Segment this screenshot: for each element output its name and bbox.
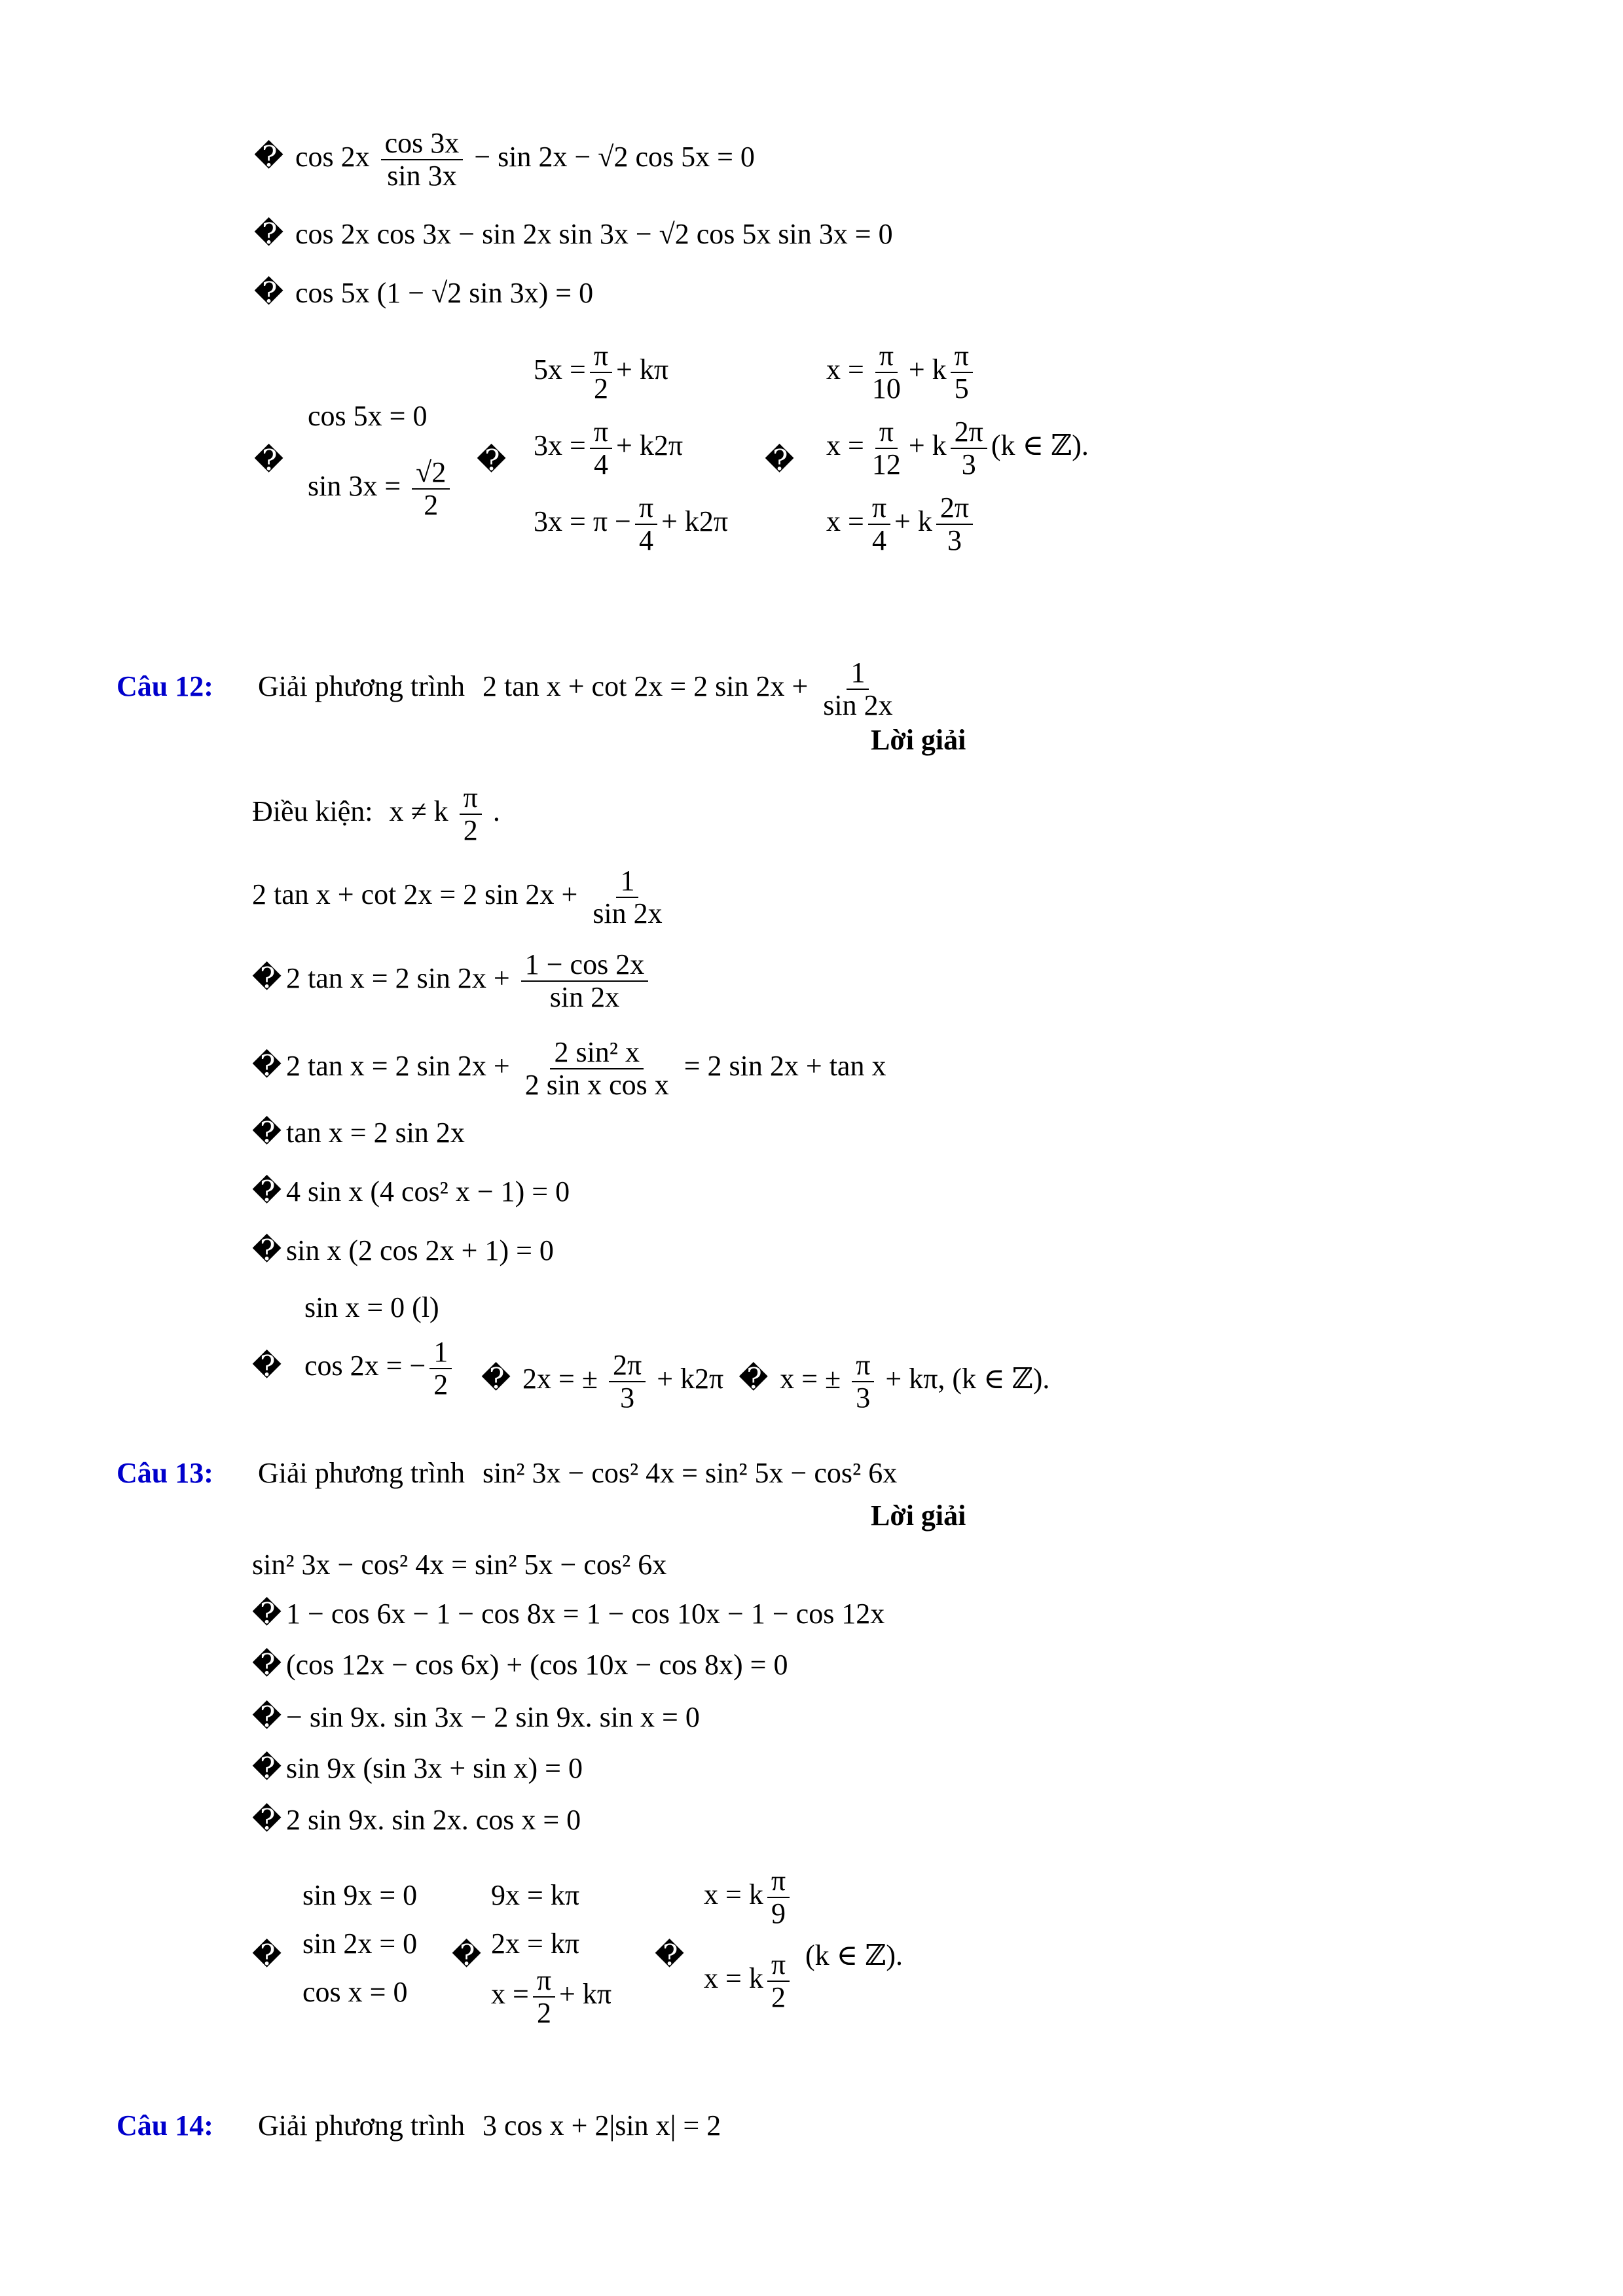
b11-system-col-3: x = $\frac{\pi}{10}$ + k $\frac{\pi}{5}$ x = $\frac{\pi}{12}$ + k $\frac{2\pi}{3}$ (k ∈ ℤ). x = $\frac{\pi}{4}$ + k $\frac{2\pi}{3}$ [826,340,1089,556]
equiv-symbol: � [254,277,284,309]
question-label: Câu 13: [117,1457,213,1489]
solution-heading: Lời giải [871,1499,966,1532]
q13-system-equiv-3: � [655,1939,685,1971]
b11-system-col-2: 5x = $\frac{\pi}{2}$ + kπ 3x = $\frac{\pi}{4}$ + k2π 3x = π − $\frac{\pi}{4}$ + k2π [534,340,729,556]
q13-line-1: sin² 3x − cos² 4x = sin² 5x − cos² 6x [252,1549,667,1581]
b11-system-equiv-2: � [477,444,507,476]
q13-line-2: � 1 − cos 6x − 1 − cos 8x = 1 − cos 10x − 1 − cos 12x [252,1598,885,1630]
b11-system-equiv-1: � [254,444,284,476]
question-text: Giải phương trình [258,2109,465,2142]
q12-system-result: � 2x = ± $\frac{2\pi}{3}$ + k2π � x = ± $\frac{\pi}{3}$ + kπ, (k ∈ ℤ). [481,1349,1050,1414]
question-label: Câu 14: [117,2109,213,2142]
b11-line-3: � cos 5x (1 − √2 sin 3x) = 0 [254,277,594,309]
question-13: Câu 13: Giải phương trình sin² 3x − cos² 4x = sin² 5x − cos² 6x [117,1457,898,1489]
q13-line-5: � sin 9x (sin 3x + sin x) = 0 [252,1752,583,1784]
q12-system-col-1: sin x = 0 (l) cos 2x = − $\frac{1}{2}$ [304,1291,456,1401]
q13-line-3: � (cos 12x − cos 6x) + (cos 10x − cos 8x) = 0 [252,1649,788,1681]
q13-line-6: � 2 sin 9x. sin 2x. cos x = 0 [252,1804,581,1836]
q12-condition: Điều kiện: x ≠ k $\frac{\pi}{2}$ . [252,781,500,846]
question-text: Giải phương trình [258,1457,465,1489]
q12-line-6: � sin x (2 cos 2x + 1) = 0 [252,1234,554,1266]
q12-line-3: � 2 tan x = 2 sin 2x + $\frac{\text{2 sin² x}}{\text{2 sin x cos x}}$ = 2 sin 2x + tan x [252,1036,886,1101]
q13-system-equiv-2: � [452,1939,482,1971]
b11-line-1: � cos 2x $\frac{\cos 3x}{\sin 3x}$ − sin 2x − √2 cos 5x = 0 [254,127,755,192]
b11-system-col-1: cos 5x = 0 sin 3x = $\frac{√2}{2}$ [308,399,454,521]
q12-system: � [252,1350,282,1382]
q13-system-col-2: 9x = kπ 2x = kπ x = $\frac{\pi}{2}$ + kπ [491,1879,612,2029]
question-label: Câu 12: [117,670,213,703]
q12-line-5: � 4 sin x (4 cos² x − 1) = 0 [252,1175,570,1208]
q12-line-2: � 2 tan x = 2 sin 2x + $\frac{1 - \cos 2x}{\sin 2x}$ [252,949,652,1013]
fraction: $\frac{\cos 3x}{\sin 3x}$ [381,128,464,192]
q13-system-col-3: x = k $\frac{\pi}{9}$ x = k $\frac{\pi}{2}$ [704,1865,793,2013]
q13-system-result: (k ∈ ℤ). [805,1939,903,1971]
q12-line-1: 2 tan x + cot 2x = 2 sin 2x + $\frac{1}{\sin 2x}$ [252,865,663,929]
b11-system-equiv-3: � [765,444,795,476]
q13-line-4: � − sin 9x. sin 3x − 2 sin 9x. sin x = 0 [252,1701,700,1733]
b11-line-2: � cos 2x cos 3x − sin 2x sin 3x − √2 cos 5x sin 3x = 0 [254,218,893,250]
q13-system-col-1: sin 9x = 0 sin 2x = 0 cos x = 0 [302,1879,418,2008]
question-14: Câu 14: Giải phương trình 3 cos x + 2|sin x| = 2 [117,2109,721,2142]
equiv-symbol: � [254,218,284,250]
q13-system-equiv-1: � [252,1939,282,1971]
q12-line-4: � tan x = 2 sin 2x [252,1117,465,1149]
question-12: Câu 12: Giải phương trình 2 tan x + cot 2x = 2 sin 2x + $\frac{1}{\sin 2x}$ [117,656,893,721]
equiv-symbol: � [254,141,284,173]
question-text: Giải phương trình [258,670,465,703]
solution-heading: Lời giải [871,724,966,756]
